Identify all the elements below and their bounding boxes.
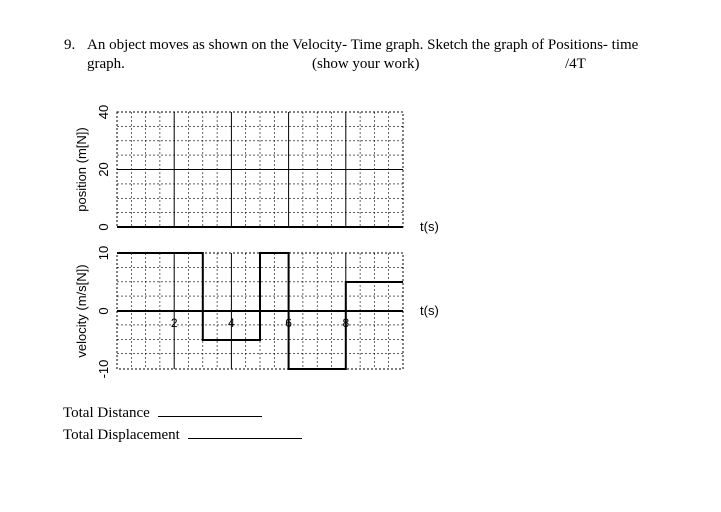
- marks-label: /4T: [565, 56, 586, 72]
- instruction-text: (show your work): [312, 56, 420, 72]
- y-tick-label: 20: [96, 162, 111, 177]
- total-distance-blank[interactable]: [158, 402, 262, 417]
- position-grid: [117, 112, 403, 227]
- total-distance-row: [63, 402, 262, 422]
- y-tick-label: 0: [96, 223, 111, 231]
- total-displacement-label: Total Displacement: [63, 427, 180, 443]
- velocity-y-ticks: [96, 246, 111, 379]
- position-time-label: t(s): [420, 219, 439, 234]
- total-displacement-blank[interactable]: [188, 424, 302, 439]
- x-tick-label: 2: [170, 316, 178, 330]
- x-tick-label: 4: [228, 316, 235, 330]
- position-y-ticks: [96, 105, 111, 231]
- position-axis-label: position (m[N]): [74, 127, 89, 212]
- x-tick-label: 8: [342, 316, 350, 330]
- velocity-time-label: t(s): [420, 303, 439, 318]
- x-tick-label: 6: [285, 316, 292, 330]
- y-tick-label: 10: [96, 245, 111, 261]
- y-tick-label: 40: [96, 104, 111, 120]
- total-displacement-row: [63, 424, 302, 444]
- position-time-graph: [74, 105, 439, 234]
- question-text-line2: graph.: [87, 56, 125, 72]
- y-tick-label: 0: [96, 307, 111, 315]
- velocity-axis-label: velocity (m/s[N]): [74, 264, 89, 358]
- y-tick-label: -10: [96, 359, 111, 379]
- velocity-time-graph: [74, 246, 439, 379]
- question-text-line1: An object moves as shown on the Velocity- Time graph. Sketch the graph of Positions- time: [87, 37, 639, 53]
- total-distance-label: Total Distance: [63, 405, 150, 421]
- question-number: 9.: [64, 37, 76, 53]
